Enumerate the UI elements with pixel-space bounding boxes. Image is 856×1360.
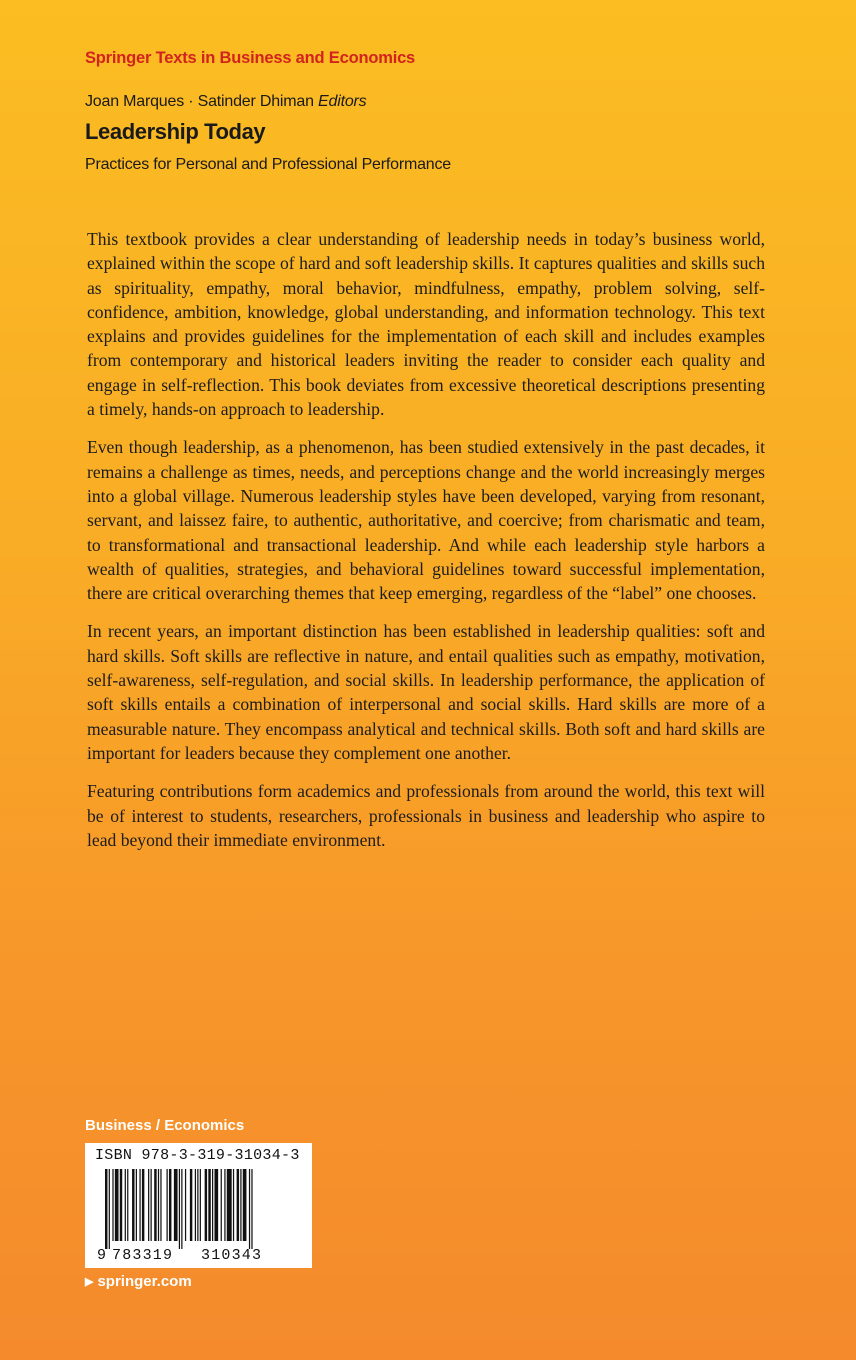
book-title: Leadership Today [85, 119, 266, 144]
barcode-bar [105, 1169, 107, 1249]
editor-names: Joan Marques · Satinder Dhiman [85, 93, 314, 110]
barcode-bar [127, 1169, 128, 1241]
barcode-bar [142, 1169, 144, 1241]
barcode-bar [227, 1169, 232, 1241]
barcode-bar [120, 1169, 122, 1241]
blurb-paragraph-2: Even though leadership, as a phenomenon, has been studied extensively in the past decades, it remains a challenge as times, needs, and perceptions change and the world increasingly merges into a global village. Numerous leadership styles have been developed, varying from resonant, servant, and laissez faire, to authentic, authoritative, and coercive; from charismatic and team, to transformational and transactional leadership. And while each leadership style harbors a wealth of qualities, strategies, and behavioral guidelines toward successful implementation, there are critical overarching themes that keep emerging, regardless of the “label” one chooses. [87, 437, 765, 604]
isbn-label: ISBN 978-3-319-31034-3 [95, 1147, 300, 1164]
barcode-bar [243, 1169, 247, 1241]
barcode-bar [224, 1169, 225, 1241]
barcode-bar [190, 1169, 192, 1241]
barcode-bar [125, 1169, 126, 1241]
barcode-bar [169, 1169, 171, 1241]
barcode-bar [179, 1169, 180, 1249]
barcode-bar [214, 1169, 218, 1241]
barcode-bar [154, 1169, 156, 1241]
website-text: springer.com [97, 1273, 192, 1290]
barcode-bar [151, 1169, 152, 1241]
back-cover-blurb [87, 227, 765, 866]
barcode-bar [185, 1169, 186, 1241]
website-link[interactable] [85, 1273, 192, 1290]
barcode-bar [109, 1169, 110, 1249]
barcode-bar [139, 1169, 140, 1241]
isbn-barcode-box [85, 1143, 312, 1268]
barcode-bar [181, 1169, 182, 1249]
barcode-bar [200, 1169, 201, 1241]
barcode-bar [205, 1169, 207, 1241]
barcode-digits-left: 783319 [112, 1247, 174, 1264]
barcode-bar [115, 1169, 119, 1241]
barcode-bar [221, 1169, 222, 1241]
barcode-bar [158, 1169, 159, 1241]
category-label: Business / Economics [85, 1117, 245, 1134]
barcode-bar [112, 1169, 113, 1241]
barcode [85, 1143, 312, 1268]
barcode-bar [240, 1169, 241, 1241]
blurb-paragraph-3: In recent years, an important distinction has been established in leadership qualities: soft and hard skills. Soft skills are reflective in nature, and entail qualities such as empathy, motivation, self-awareness, self-regulation, and social skills. In leadership performance, the application of soft skills entails a combination of interpersonal and social skills. Hard skills are more of a measurable nature. They encompass analytical and technical skills. Both soft and hard skills are important for leaders because they complement one another. [87, 621, 765, 763]
book-subtitle: Practices for Personal and Professional Performance [85, 156, 451, 173]
barcode-bar [251, 1169, 252, 1249]
barcode-digits-right: 310343 [201, 1247, 263, 1264]
blurb-paragraph-1: This textbook provides a clear understanding of leadership needs in today’s business world, explained within the scope of hard and soft leadership skills. It captures qualities and skills such as spirituality, empathy, moral behavior, mindfulness, empathy, problem solving, self-confidence, ambition, knowledge, global understanding, and information technology. This text explains and provides guidelines for the implementation of each skill and includes examples from contemporary and historical leaders inviting the reader to consider each quality and engage in self-reflection. This book deviates from excessive theoretical descriptions presenting a timely, hands-on approach to leadership. [87, 229, 765, 420]
barcode-bars [105, 1169, 253, 1249]
barcode-bar [167, 1169, 168, 1241]
barcode-bar [195, 1169, 196, 1241]
barcode-bar [212, 1169, 213, 1241]
series-title: Springer Texts in Business and Economics [85, 49, 416, 67]
barcode-bar [160, 1169, 161, 1241]
barcode-bar [132, 1169, 134, 1241]
barcode-bar [136, 1169, 137, 1241]
arrow-right-icon: ▶ [85, 1276, 94, 1288]
barcode-bar [197, 1169, 198, 1241]
barcode-bar [208, 1169, 210, 1241]
barcode-bar [249, 1169, 250, 1249]
barcode-bar [237, 1169, 239, 1241]
barcode-bar [148, 1169, 149, 1241]
barcode-digit-lead: 9 [97, 1247, 107, 1264]
barcode-bar [233, 1169, 234, 1241]
editors-role: Editors [318, 93, 367, 110]
barcode-bar [174, 1169, 178, 1241]
blurb-paragraph-4: Featuring contributions form academics and professionals from around the world, this text will be of interest to students, researchers, professionals in business and leadership who aspire to lead beyond their immediate environment. [87, 781, 765, 850]
editors-line [85, 93, 366, 111]
